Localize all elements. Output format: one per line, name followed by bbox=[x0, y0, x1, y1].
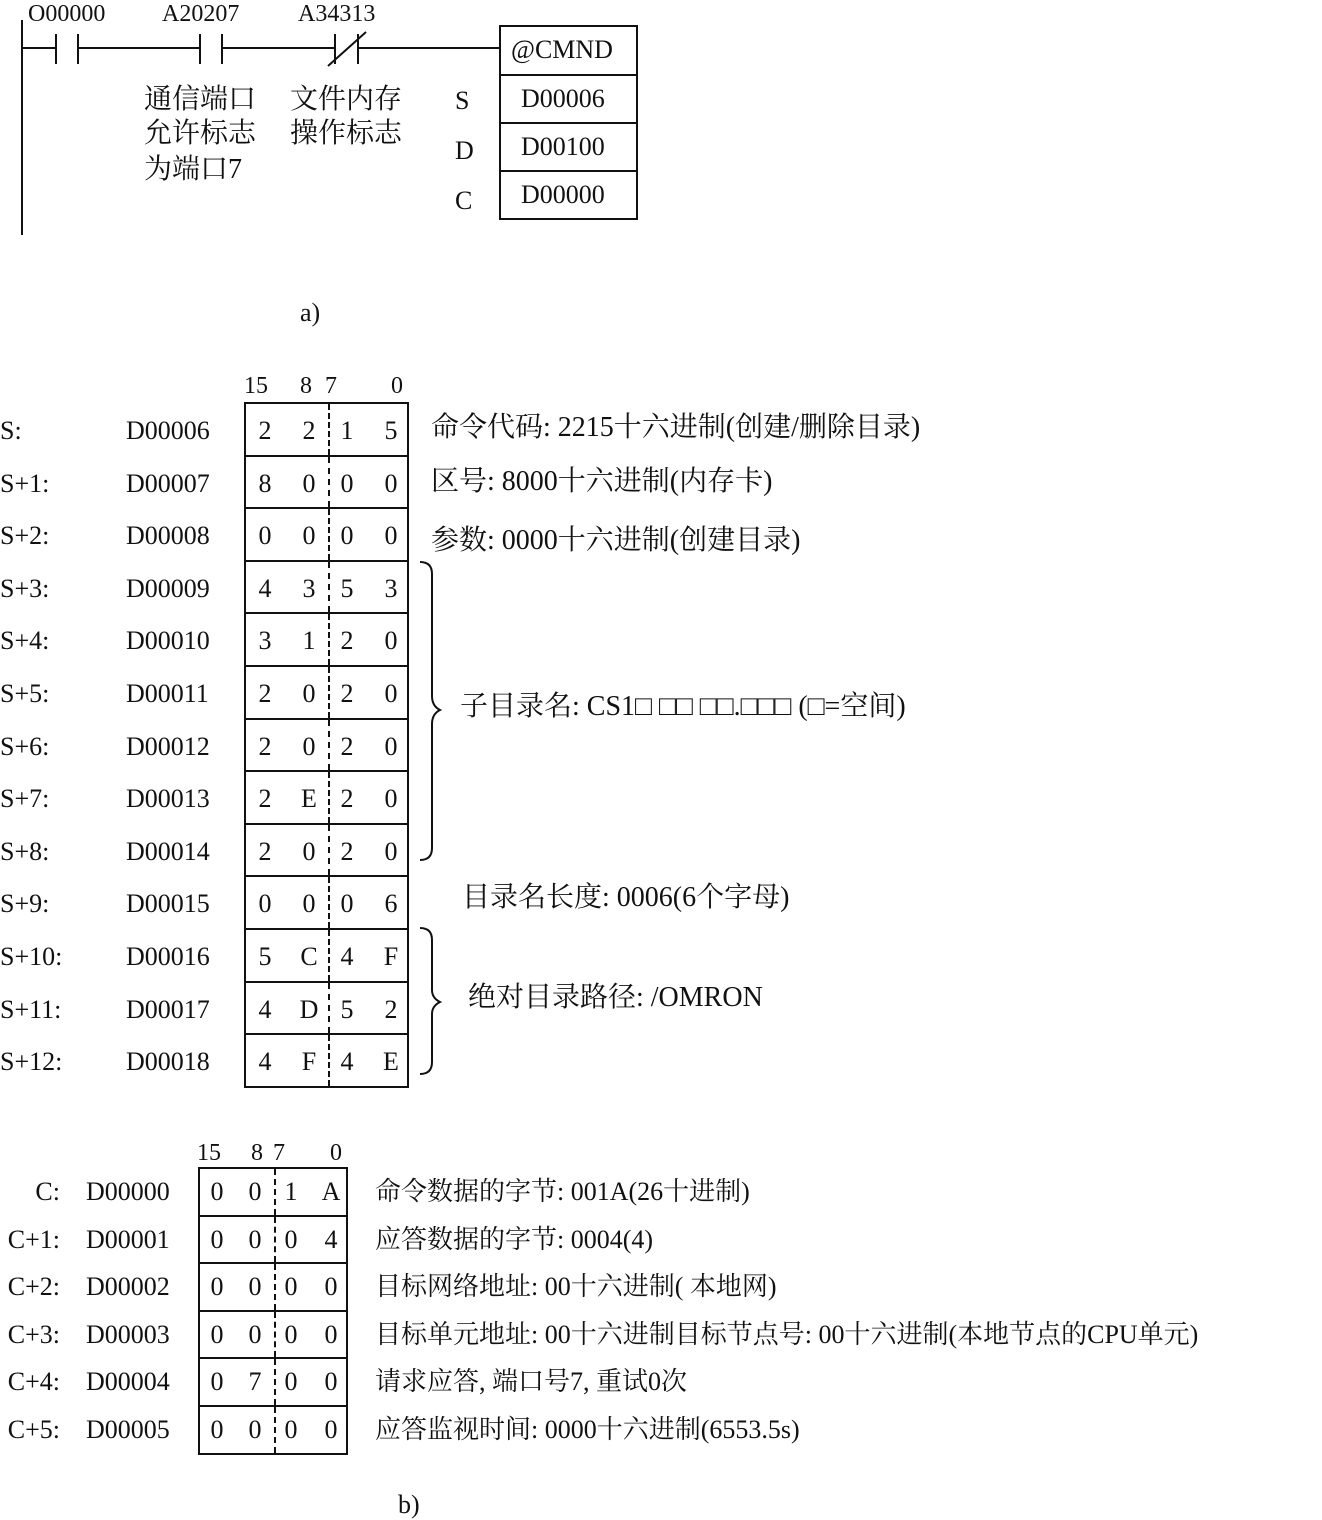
byte-divider bbox=[328, 983, 330, 1034]
hex-digit: 1 bbox=[284, 1177, 298, 1206]
hex-digit: 0 bbox=[384, 836, 398, 866]
hex-digit: F bbox=[383, 942, 399, 971]
row-note: 应答数据的字节: 0004(4) bbox=[375, 1224, 654, 1254]
contact-label-a34313: A34313 bbox=[298, 1, 376, 27]
byte-divider bbox=[328, 509, 330, 560]
row-label: S+7: bbox=[0, 784, 50, 814]
byte-divider bbox=[328, 1035, 330, 1086]
hex-digit: 0 bbox=[248, 1224, 262, 1254]
hex-digit: 0 bbox=[210, 1177, 224, 1206]
row-label: S+6: bbox=[0, 731, 50, 761]
hex-digit: 2 bbox=[258, 836, 272, 866]
contact-o00000-icon bbox=[56, 34, 78, 64]
row-label: C+2: bbox=[7, 1272, 60, 1302]
hex-digit: 4 bbox=[258, 573, 272, 603]
byte-divider bbox=[328, 825, 330, 876]
hex-digit: 0 bbox=[324, 1415, 338, 1444]
hex-digit: 0 bbox=[210, 1272, 224, 1302]
hex-digit: 0 bbox=[302, 731, 316, 761]
row-label: C: bbox=[35, 1177, 60, 1206]
note-cmd-code: 命令代码: 2215十六进制(创建/删除目录) bbox=[431, 412, 921, 443]
row-label: C+4: bbox=[7, 1367, 60, 1397]
row-label: C+5: bbox=[7, 1415, 60, 1444]
row-note: 目标单元地址: 00十六进制目标节点号: 00十六进制(本地节点的CPU单元) bbox=[375, 1319, 1199, 1349]
row-note: 请求应答, 端口号7, 重试0次 bbox=[375, 1367, 688, 1397]
hex-digit: 2 bbox=[258, 679, 272, 708]
row-address: D00017 bbox=[126, 994, 210, 1024]
hex-digit: F bbox=[301, 1047, 317, 1077]
hex-digit: 2 bbox=[340, 784, 354, 814]
row-label: S+2: bbox=[0, 521, 50, 551]
row-label: S+8: bbox=[0, 836, 50, 866]
hex-digit: 2 bbox=[302, 416, 316, 445]
operand-value: D00000 bbox=[521, 180, 605, 209]
row-address: D00015 bbox=[126, 889, 210, 919]
bit-header-7: 7 bbox=[325, 373, 337, 399]
hex-digit: 0 bbox=[324, 1272, 338, 1302]
note-subdir: 子目录名: CS1□ □□ □□.□□□ (□=空间) bbox=[460, 691, 906, 722]
row-note: 目标网络地址: 00十六进制( 本地网) bbox=[375, 1272, 777, 1302]
word-cell-row bbox=[198, 1357, 348, 1407]
hex-digit: 0 bbox=[302, 679, 316, 708]
word-cell-row bbox=[244, 981, 409, 1036]
hex-digit: 0 bbox=[210, 1415, 224, 1444]
byte-divider bbox=[328, 877, 330, 928]
row-label: S+3: bbox=[0, 573, 50, 603]
note-abs-path: 绝对目录路径: /OMRON bbox=[468, 982, 763, 1013]
hex-digit: 0 bbox=[302, 521, 316, 551]
word-cell-row bbox=[244, 718, 409, 773]
word-cell-row bbox=[244, 823, 409, 878]
hex-digit: 0 bbox=[258, 521, 272, 551]
hex-digit: 0 bbox=[284, 1415, 298, 1444]
hex-digit: 0 bbox=[284, 1224, 298, 1254]
word-cell-row bbox=[244, 875, 409, 930]
hex-digit: 0 bbox=[210, 1224, 224, 1254]
operand-value: D00006 bbox=[521, 84, 605, 113]
caption-b: b) bbox=[398, 1490, 420, 1519]
byte-divider bbox=[274, 1312, 276, 1358]
row-label: S+11: bbox=[0, 994, 62, 1024]
hex-digit: 0 bbox=[324, 1367, 338, 1397]
row-label: C+1: bbox=[7, 1224, 60, 1254]
hex-digit: 5 bbox=[340, 994, 354, 1024]
hex-digit: 0 bbox=[248, 1272, 262, 1302]
hex-digit: 0 bbox=[210, 1367, 224, 1397]
hex-digit: 2 bbox=[258, 731, 272, 761]
hex-digit: 3 bbox=[258, 626, 272, 656]
row-address: D00008 bbox=[126, 521, 210, 551]
row-address: D00007 bbox=[126, 468, 210, 498]
hex-digit: 2 bbox=[340, 731, 354, 761]
word-cell-row bbox=[244, 928, 409, 983]
row-address: D00001 bbox=[86, 1224, 170, 1254]
word-cell-row bbox=[244, 770, 409, 825]
contact-note-line: 操作标志 bbox=[290, 118, 403, 149]
instruction-name-cell bbox=[501, 27, 636, 76]
hex-digit: 0 bbox=[384, 626, 398, 656]
hex-digit: 2 bbox=[340, 626, 354, 656]
row-label: S+12: bbox=[0, 1047, 63, 1077]
hex-digit: 4 bbox=[258, 994, 272, 1024]
note-dir-len: 目录名长度: 0006(6个字母) bbox=[462, 882, 790, 913]
contact-note-line: 文件内存 bbox=[290, 84, 403, 115]
hex-digit: 4 bbox=[324, 1224, 338, 1254]
operand-cell bbox=[501, 122, 636, 172]
byte-divider bbox=[328, 562, 330, 613]
hex-digit: 0 bbox=[384, 679, 398, 708]
byte-divider bbox=[328, 404, 330, 455]
bit-header-7: 7 bbox=[273, 1140, 285, 1166]
hex-digit: 0 bbox=[248, 1319, 262, 1349]
hex-digit: 0 bbox=[340, 468, 354, 498]
hex-digit: 0 bbox=[258, 889, 272, 919]
hex-digit: 2 bbox=[258, 416, 272, 445]
byte-divider bbox=[274, 1359, 276, 1405]
hex-digit: C bbox=[300, 942, 318, 971]
row-label: S+5: bbox=[0, 679, 50, 708]
note-area: 区号: 8000十六进制(内存卡) bbox=[431, 466, 773, 497]
byte-divider bbox=[328, 614, 330, 665]
byte-divider bbox=[328, 667, 330, 718]
cmnd-instruction-block bbox=[499, 25, 638, 220]
hex-digit: 0 bbox=[384, 731, 398, 761]
row-address: D00010 bbox=[126, 626, 210, 656]
hex-digit: 5 bbox=[384, 416, 398, 445]
byte-divider bbox=[328, 930, 330, 981]
row-address: D00014 bbox=[126, 836, 210, 866]
hex-digit: 0 bbox=[340, 521, 354, 551]
hex-digit: 4 bbox=[340, 1047, 354, 1077]
byte-divider bbox=[328, 772, 330, 823]
operand-label: S bbox=[455, 86, 470, 115]
operand-label: D bbox=[455, 136, 474, 165]
operand-value: D00100 bbox=[521, 132, 605, 161]
hex-digit: 6 bbox=[384, 889, 398, 919]
hex-digit: 3 bbox=[384, 573, 398, 603]
hex-digit: 4 bbox=[340, 942, 354, 971]
word-cell-row bbox=[244, 455, 409, 510]
word-cell-row bbox=[198, 1215, 348, 1265]
hex-digit: 0 bbox=[340, 889, 354, 919]
row-address: D00009 bbox=[126, 573, 210, 603]
word-cell-row bbox=[198, 1405, 348, 1455]
hex-digit: 0 bbox=[384, 521, 398, 551]
hex-digit: 0 bbox=[302, 889, 316, 919]
bit-header-0: 0 bbox=[330, 1140, 342, 1166]
hex-digit: 0 bbox=[302, 468, 316, 498]
contact-label-a20207: A20207 bbox=[162, 1, 240, 27]
hex-digit: A bbox=[321, 1177, 341, 1206]
hex-digit: 1 bbox=[302, 626, 316, 656]
contact-note-line: 为端口7 bbox=[144, 154, 243, 185]
row-address: D00016 bbox=[126, 942, 210, 971]
word-cell-row bbox=[244, 507, 409, 562]
row-address: D00003 bbox=[86, 1319, 170, 1349]
contact-a20207-icon bbox=[200, 34, 222, 64]
hex-digit: D bbox=[299, 994, 319, 1024]
bit-header-8: 8 bbox=[251, 1140, 263, 1166]
operand-label: C bbox=[455, 186, 473, 215]
byte-divider bbox=[328, 720, 330, 771]
byte-divider bbox=[274, 1264, 276, 1310]
hex-digit: 2 bbox=[340, 679, 354, 708]
hex-digit: 5 bbox=[340, 573, 354, 603]
contact-label-o00000: O00000 bbox=[28, 1, 106, 27]
hex-digit: 0 bbox=[284, 1367, 298, 1397]
row-label: S+10: bbox=[0, 942, 63, 971]
hex-digit: 2 bbox=[384, 994, 398, 1024]
row-address: D00011 bbox=[126, 679, 209, 708]
row-address: D00005 bbox=[86, 1415, 170, 1444]
note-param: 参数: 0000十六进制(创建目录) bbox=[431, 525, 801, 556]
bit-header-15: 15 bbox=[244, 373, 268, 399]
bit-header-0: 0 bbox=[391, 373, 403, 399]
row-label: S: bbox=[0, 416, 22, 445]
hex-digit: 2 bbox=[340, 836, 354, 866]
hex-digit: 0 bbox=[248, 1415, 262, 1444]
row-address: D00004 bbox=[86, 1367, 170, 1397]
bit-header-8: 8 bbox=[300, 373, 312, 399]
hex-digit: 4 bbox=[258, 1047, 272, 1077]
row-address: D00002 bbox=[86, 1272, 170, 1302]
row-note: 命令数据的字节: 001A(26十进制) bbox=[375, 1177, 750, 1206]
word-cell-row bbox=[244, 1033, 409, 1088]
hex-digit: 1 bbox=[340, 416, 354, 445]
hex-digit: 7 bbox=[248, 1367, 262, 1397]
byte-divider bbox=[274, 1407, 276, 1453]
hex-digit: 0 bbox=[284, 1272, 298, 1302]
hex-digit: 3 bbox=[302, 573, 316, 603]
row-label: S+4: bbox=[0, 626, 50, 656]
contact-note-line: 允许标志 bbox=[144, 118, 257, 149]
hex-digit: 0 bbox=[248, 1177, 262, 1206]
hex-digit: 0 bbox=[384, 784, 398, 814]
row-label: C+3: bbox=[7, 1319, 60, 1349]
byte-divider bbox=[274, 1169, 276, 1215]
contact-note-line: 通信端口 bbox=[144, 84, 257, 115]
row-address: D00013 bbox=[126, 784, 210, 814]
hex-digit: 8 bbox=[258, 468, 272, 498]
hex-digit: E bbox=[301, 784, 317, 814]
hex-digit: 2 bbox=[258, 784, 272, 814]
row-address: D00012 bbox=[126, 731, 210, 761]
word-cell-row bbox=[198, 1262, 348, 1312]
word-cell-row bbox=[198, 1167, 348, 1217]
word-cell-row bbox=[198, 1310, 348, 1360]
word-cell-row bbox=[244, 612, 409, 667]
row-address: D00018 bbox=[126, 1047, 210, 1077]
row-address: D00000 bbox=[86, 1177, 170, 1206]
hex-digit: 0 bbox=[210, 1319, 224, 1349]
row-note: 应答监视时间: 0000十六进制(6553.5s) bbox=[375, 1415, 800, 1444]
caption-a: a) bbox=[300, 298, 321, 327]
hex-digit: 0 bbox=[384, 468, 398, 498]
bit-header-15: 15 bbox=[197, 1140, 221, 1166]
hex-digit: 0 bbox=[284, 1319, 298, 1349]
instruction-name: @CMND bbox=[511, 35, 613, 64]
operand-cell bbox=[501, 170, 636, 218]
word-cell-row bbox=[244, 560, 409, 615]
row-label: S+9: bbox=[0, 889, 50, 919]
hex-digit: E bbox=[383, 1047, 399, 1077]
hex-digit: 0 bbox=[324, 1319, 338, 1349]
word-cell-row bbox=[244, 402, 409, 457]
byte-divider bbox=[274, 1217, 276, 1263]
hex-digit: 0 bbox=[302, 836, 316, 866]
word-cell-row bbox=[244, 665, 409, 720]
hex-digit: 5 bbox=[258, 942, 272, 971]
byte-divider bbox=[328, 457, 330, 508]
row-label: S+1: bbox=[0, 468, 50, 498]
operand-cell bbox=[501, 74, 636, 124]
row-address: D00006 bbox=[126, 416, 210, 445]
